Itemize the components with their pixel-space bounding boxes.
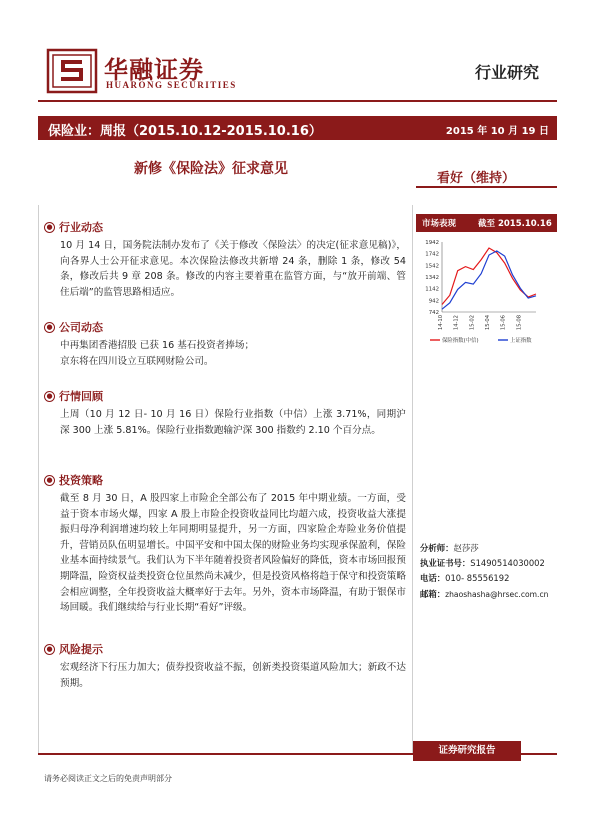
section-paragraph: 截至 8 月 30 日，A 股四家上市险企全部公布了 2015 年中期业绩。一方面，受益于资本市场火爆，四家 A 股上市险企投资收益同比均超六成，投资收益大涨提振归母净利润增速均较上年同期明显提升，另一方面，四家险企寿险业务价值提升，营销员队伍明显增长。中国平安和中国太保的财险业务均实现承保盈利，保险业基本面持续景气。我们认为下半年随着投资者风险偏好的降低，资本市场回报预期降温，险资权益类投资仓位虽然尚未减少，但是投资风格将趋于保守和投资策略会相应调整，全年投资收益大概率好于去年。另外，资本市场降温，有助于银保市场回暖。我们继续给与行业长期“看好”评级。: [60, 493, 406, 614]
section-bullet-icon: ●: [44, 644, 55, 655]
section-strategy: [44, 472, 406, 616]
report-type: 行业研究: [474, 63, 539, 82]
section-industry-news: [44, 219, 406, 300]
analyst-cert-row: [420, 557, 557, 570]
section-paragraph: 宏观经济下行压力加大；债券投资收益不振，创新类投资渠道风险加大；新政不达预期。: [60, 662, 406, 689]
left-border: [38, 205, 39, 753]
section-bullet-icon: ●: [44, 391, 55, 402]
x-tick-label: 15-06: [500, 315, 507, 331]
analyst-cert: S1490514030002: [470, 558, 545, 568]
section-paragraph: 上周（10 月 12 日- 10 月 16 日）保险行业指数（中信）上涨 3.71%，同期沪深 300 上涨 5.81%。保险行业指数跑输沪深 300 指数约 2.10 个百分点。: [60, 409, 406, 436]
section-paragraph: 京东将在四川设立互联网财险公司。: [60, 355, 214, 367]
brand-name: 华融证券: [104, 56, 204, 84]
brand-name-en: HUARONG SECURITIES: [106, 80, 237, 90]
headline: 新修《保险法》征求意见: [134, 161, 288, 177]
section-heading: 公司动态: [59, 321, 103, 334]
huarong-logo-icon: [44, 48, 100, 94]
analyst-phone-label: 电话：: [420, 573, 446, 583]
market-date: 截至 2015.10.16: [478, 219, 552, 229]
x-tick-label: 15-08: [516, 315, 523, 331]
sidebar-divider: [416, 186, 557, 188]
y-tick-label: 942: [428, 298, 439, 305]
analyst-name-row: [420, 542, 557, 555]
y-tick-label: 742: [428, 310, 439, 316]
analyst-phone-row: [420, 572, 557, 585]
analyst-email: zhaoshasha@hrsec.com.cn: [445, 590, 549, 599]
section-paragraph: 中再集团香港招股 已获 16 基石投资者捧场；: [60, 340, 255, 351]
section-heading: 行业动态: [59, 221, 103, 234]
report-title: 保险业：周报（2015.10.12-2015.10.16）: [48, 124, 322, 139]
footer-tag: 证券研究报告: [413, 741, 521, 761]
x-tick-label: 14-10: [438, 315, 444, 331]
disclaimer: 请务必阅读正文之后的免责声明部分: [44, 774, 172, 783]
analyst-email-label: 邮箱：: [420, 589, 446, 599]
rating: 看好（维持）: [437, 171, 516, 186]
analyst-name: 赵莎莎: [453, 543, 479, 553]
x-tick-label: 14-12: [453, 315, 460, 331]
analyst-name-label: 分析师：: [420, 543, 454, 553]
market-label: 市场表现: [422, 219, 457, 229]
analyst-phone: 010- 85556192: [445, 573, 510, 583]
section-bullet-icon: ●: [44, 222, 55, 233]
sidebar-border: [412, 205, 413, 753]
y-tick-label: 1342: [425, 275, 439, 281]
y-tick-label: 1142: [425, 286, 439, 293]
series-line-2: [442, 251, 536, 309]
analyst-cert-label: 执业证书号：: [420, 558, 471, 568]
section-bullet-icon: ●: [44, 322, 55, 333]
section-company-news: [44, 319, 406, 369]
section-heading: 风险提示: [59, 643, 103, 656]
legend-label: 保险指数(中信): [442, 338, 479, 344]
section-paragraph: 10 月 14 日，国务院法制办发布了《关于修改〈保险法〉的决定(征求意见稿)》，向各界人士公开征求意见。本次保险法修改共新增 24 条，删除 1 条，修改 54 条，修改后共 9 章 208 条。修改的内容主要着重在监管方面，与“放开前端、管住后端”的监管思路相适应。: [60, 240, 406, 298]
market-performance-bar: [416, 214, 557, 232]
legend-label: 上证指数: [510, 338, 532, 344]
y-tick-label: 1942: [425, 240, 439, 246]
x-tick-label: 15-04: [485, 315, 491, 331]
section-risk: [44, 641, 406, 691]
section-heading: 行情回顾: [59, 390, 103, 403]
header-divider: [38, 100, 557, 102]
section-bullet-icon: ●: [44, 475, 55, 486]
section-market-review: [44, 388, 406, 438]
analyst-email-row: [420, 588, 557, 601]
section-heading: 投资策略: [59, 474, 103, 487]
report-date: 2015 年 10 月 19 日: [445, 126, 549, 137]
y-tick-label: 1542: [425, 263, 439, 270]
title-bar: [38, 116, 557, 140]
market-chart: [416, 234, 557, 350]
y-tick-label: 1742: [425, 251, 439, 258]
x-tick-label: 15-02: [469, 315, 476, 331]
